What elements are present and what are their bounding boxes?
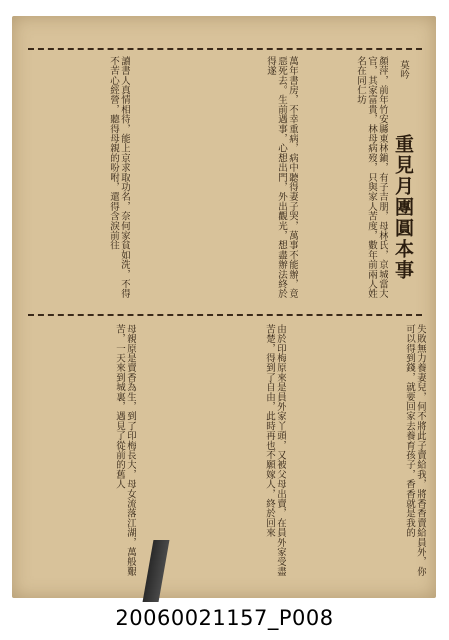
article-title: 重見月團圓本事 — [392, 134, 414, 281]
archive-id-caption: 20060021157_P008 — [115, 606, 334, 630]
middle-divider — [28, 314, 422, 316]
column-block-bottom-left: 母親原是賣香為生，到了印梅長大，母女流落江湖，萬般艱苦，一天來到城裏，遇見了從前的舊人 — [114, 324, 136, 577]
column-block-top-left: 讀書人真情相待，能上京求取功名，奈何家貧如洗，不得不苦心經營，聽得母親的吩咐，還得含淚前往 — [108, 56, 130, 299]
column-block-bottom-right: 失敗無力養妻兒，何不將此子賣給我，將香香賣給員外，你可以得到錢，就要回家去養育孩子，香香就是我的 — [404, 324, 426, 577]
byline: 莫吟 — [398, 60, 409, 79]
column-block-bottom-middle: 由於印梅原來是員外家丫頭，又被父母出賣，在員外家受盡苦楚，得到了自由，此時再也不願嫁人，終於回來 — [264, 324, 286, 577]
top-divider — [28, 48, 422, 50]
column-block-top-middle: 萬年書房，不幸重病，病中聽得妻子哭，萬事不能辦，竟惡死去。生前遇事，心想出門，外出觀光，想盡辦法終於得遂 — [265, 56, 298, 299]
column-block-top-right: 顏萍，前年竹安縣東林鎭，有子吉朋，母林氏，京城當大官，其家富貴，林母病歿，只與家人苦度，數年前兩人姓名在同仁坊 — [355, 56, 388, 299]
newspaper-page — [12, 16, 436, 598]
